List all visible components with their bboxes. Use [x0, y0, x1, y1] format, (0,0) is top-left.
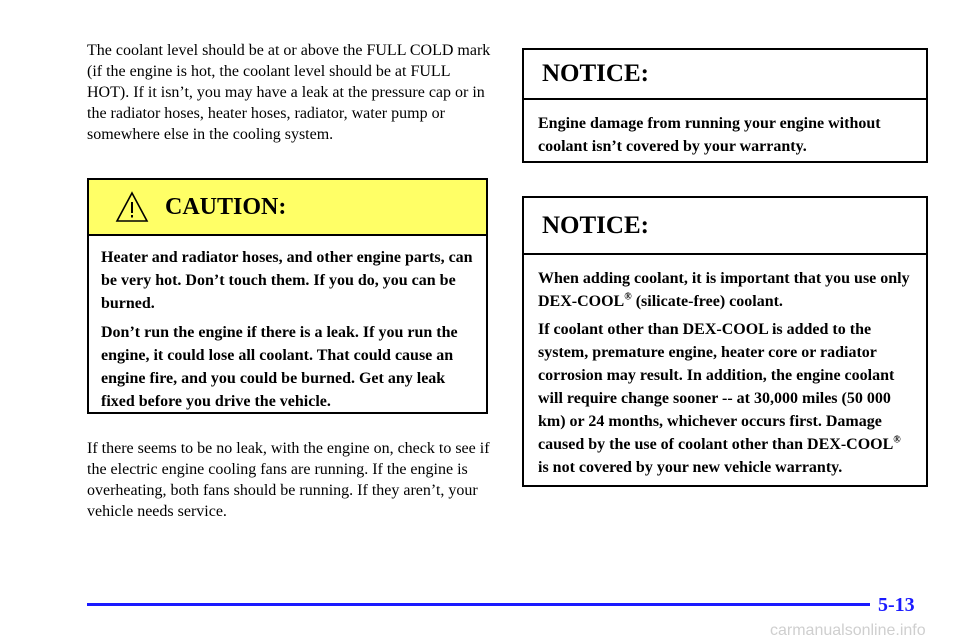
- notice-2-p1-text-a: When adding coolant, it is important that you use only DEX-COOL: [538, 270, 910, 310]
- notice-title-2: NOTICE:: [524, 198, 926, 255]
- registered-mark: ®: [624, 291, 632, 303]
- notice-box-2: [522, 196, 928, 487]
- caution-box: [87, 178, 488, 414]
- notice-2-p2-text-b: is not covered by your new vehicle warranty.: [538, 459, 843, 476]
- notice-2-paragraph-1: [538, 267, 914, 313]
- caution-paragraph-1: Heater and radiator hoses, and other engine parts, can be very hot. Don’t touch them. If you do, you can be burned.: [101, 249, 473, 312]
- footer-rule: [87, 603, 870, 606]
- left-column: [87, 40, 491, 145]
- notice-1-text: Engine damage from running your engine without coolant isn’t covered by your warranty.: [538, 115, 881, 155]
- registered-mark: ®: [893, 434, 901, 446]
- notice-body-2: [524, 255, 926, 479]
- caution-body: [89, 236, 486, 413]
- notice-body-1: [524, 100, 926, 158]
- notice-box-1: [522, 48, 928, 163]
- warning-triangle-icon: [115, 191, 149, 223]
- no-leak-paragraph: If there seems to be no leak, with the engine on, check to see if the electric engine cooling fans are running. If the engine is overheating, both fans should be running. If they aren’t, your vehicle needs service.: [87, 440, 490, 520]
- watermark: carmanualsonline.info: [770, 622, 926, 639]
- caution-header: [89, 180, 486, 236]
- coolant-level-paragraph: The coolant level should be at or above the FULL COLD mark (if the engine is hot, the coolant level should be at FULL HOT). If it isn’t, you may have a leak at the pressure cap or in the radiator hoses, heater hoses, radiator, water pump or somewhere else in the cooling system.: [87, 42, 491, 143]
- page-number: 5-13: [878, 594, 915, 616]
- caution-paragraph-2: Don’t run the engine if there is a leak. If you run the engine, it could lose all coolant. That could cause an engine fire, and you could be burned. Get any leak fixed before you drive the vehicle.: [101, 324, 458, 410]
- notice-2-p2-text-a: If coolant other than DEX-COOL is added to the system, premature engine, heater core or radiator corrosion may result. In addition, the engine coolant will require change sooner -- at 30,000 miles (50 000 km) or 24 months, whichever occurs first. Damage caused by the use of coolant other than DEX-COOL: [538, 321, 895, 453]
- notice-title-1: NOTICE:: [524, 50, 926, 100]
- caution-title: CAUTION:: [165, 193, 287, 220]
- notice-2-paragraph-2: [538, 318, 914, 479]
- notice-2-p1-text-b: (silicate-free) coolant.: [631, 293, 783, 310]
